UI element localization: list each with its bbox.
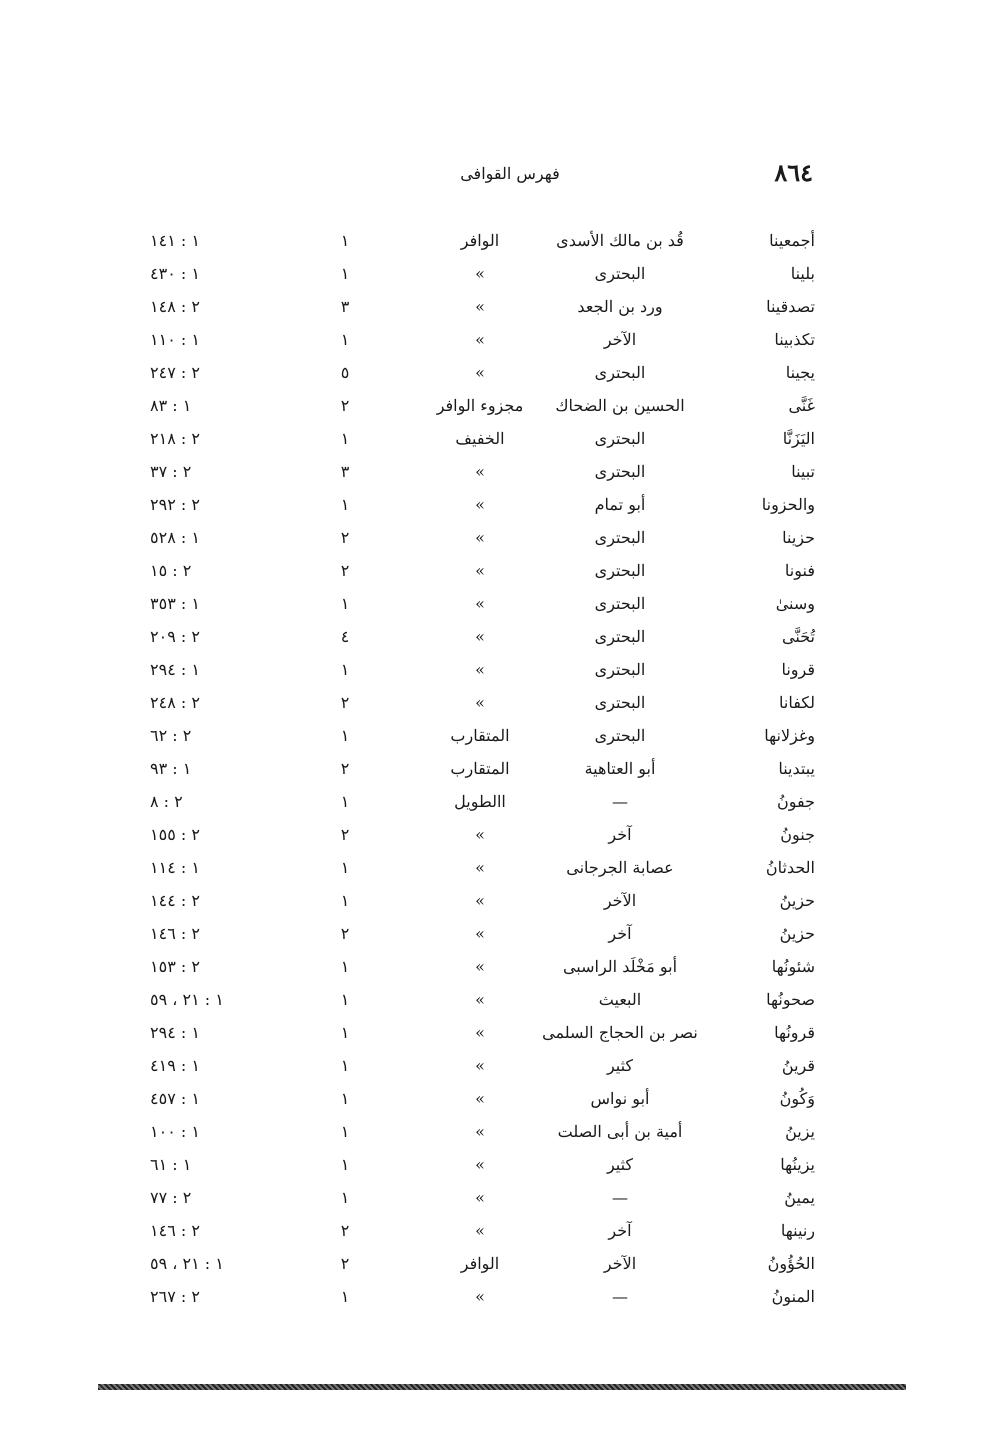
poet-cell: البحترى <box>594 528 646 547</box>
meter-cell: » <box>475 330 485 349</box>
rhyme-cell: تُحَنَّى <box>782 627 815 646</box>
reference-cell: ١ : ٩٣ <box>150 759 192 778</box>
poet-cell: آخر <box>608 924 632 943</box>
poet-cell: أبو تمام <box>594 495 646 514</box>
verse-count-cell: ١ <box>340 1155 350 1174</box>
verse-count-cell: ٣ <box>340 462 350 481</box>
reference-cell: ١ : ١١٠ <box>150 330 200 349</box>
table-row <box>0 620 1005 653</box>
verse-count-cell: ٢ <box>340 693 350 712</box>
verse-count-cell: ٢ <box>340 1254 350 1273</box>
meter-cell: » <box>475 1122 485 1141</box>
poet-cell: البحترى <box>594 660 646 679</box>
poet-cell: عصابة الجرجانى <box>566 858 674 877</box>
table-row <box>0 950 1005 983</box>
table-row <box>0 356 1005 389</box>
table-row <box>0 389 1005 422</box>
running-title: فهرس القوافى <box>460 164 560 183</box>
rhyme-cell: تصدقينا <box>766 297 815 316</box>
rhyme-cell: اليَزَنَّا <box>782 429 815 448</box>
reference-cell: ١ : ١٠٠ <box>150 1122 200 1141</box>
poet-cell: البعيث <box>598 990 642 1009</box>
table-row <box>0 851 1005 884</box>
rhyme-cell: رنينها <box>780 1221 815 1240</box>
meter-cell: » <box>475 858 485 877</box>
rhyme-cell: حزينُ <box>779 891 815 910</box>
rhyme-cell: حزينا <box>782 528 815 547</box>
meter-cell: » <box>475 990 485 1009</box>
reference-cell: ١ : ٢٩٤ <box>150 660 200 679</box>
poet-cell: كثير <box>606 1155 634 1174</box>
poet-cell: آخر <box>608 1221 632 1240</box>
verse-count-cell: ٥ <box>340 363 350 382</box>
table-row <box>0 521 1005 554</box>
table-row <box>0 1082 1005 1115</box>
rhyme-cell: أجمعينا <box>769 231 815 250</box>
table-row <box>0 818 1005 851</box>
rhyme-cell: يمينُ <box>784 1188 815 1207</box>
meter-cell: » <box>475 1155 485 1174</box>
meter-cell: » <box>475 1287 485 1306</box>
reference-cell: ١ : ٢١ ، ٥٩ <box>150 990 224 1009</box>
meter-cell: » <box>475 495 485 514</box>
reference-cell: ٢ : ١٤٨ <box>150 297 200 316</box>
table-row <box>0 290 1005 323</box>
verse-count-cell: ١ <box>340 1287 350 1306</box>
reference-cell: ١ : ١١٤ <box>150 858 200 877</box>
rhyme-cell: تبينا <box>791 462 815 481</box>
poet-cell: البحترى <box>594 627 646 646</box>
poet-cell: البحترى <box>594 363 646 382</box>
poet-cell: — <box>612 792 628 811</box>
verse-count-cell: ٣ <box>340 297 350 316</box>
meter-cell: مجزوء الوافر <box>436 396 524 415</box>
verse-count-cell: ١ <box>340 1023 350 1042</box>
meter-cell: » <box>475 825 485 844</box>
reference-cell: ٢ : ١٤٦ <box>150 1221 200 1240</box>
table-row <box>0 224 1005 257</box>
poet-cell: البحترى <box>594 429 646 448</box>
reference-cell: ١ : ٦١ <box>150 1155 192 1174</box>
verse-count-cell: ٢ <box>340 396 350 415</box>
verse-count-cell: ١ <box>340 957 350 976</box>
table-row <box>0 686 1005 719</box>
rhyme-cell: يزينُ <box>785 1122 815 1141</box>
table-row <box>0 719 1005 752</box>
table-row <box>0 554 1005 587</box>
verse-count-cell: ١ <box>340 660 350 679</box>
meter-cell: » <box>475 627 485 646</box>
rhyme-cell: الحُؤُونُ <box>767 1254 815 1273</box>
rhyme-cell: شئونُها <box>771 957 815 976</box>
meter-cell: » <box>475 363 485 382</box>
rhyme-cell: وسنىٰ <box>775 594 815 613</box>
verse-count-cell: ١ <box>340 792 350 811</box>
verse-count-cell: ١ <box>340 858 350 877</box>
table-row <box>0 1016 1005 1049</box>
table-row <box>0 1214 1005 1247</box>
meter-cell: المتقارب <box>450 726 510 745</box>
reference-cell: ٢ : ٢١٨ <box>150 429 200 448</box>
verse-count-cell: ١ <box>340 1089 350 1108</box>
reference-cell: ١ : ١٤١ <box>150 231 200 250</box>
verse-count-cell: ٢ <box>340 825 350 844</box>
meter-cell: االطويل <box>454 792 506 811</box>
table-row <box>0 1181 1005 1214</box>
table-row <box>0 917 1005 950</box>
reference-cell: ١ : ٤١٩ <box>150 1056 200 1075</box>
rhyme-cell: وغزلانها <box>764 726 815 745</box>
rhyme-cell: يزينُها <box>780 1155 815 1174</box>
rhyme-cell: قرونا <box>781 660 815 679</box>
meter-cell: » <box>475 924 485 943</box>
reference-cell: ٢ : ٦٢ <box>150 726 192 745</box>
meter-cell: » <box>475 1221 485 1240</box>
verse-count-cell: ١ <box>340 891 350 910</box>
poet-cell: نصر بن الحجاج السلمى <box>542 1023 698 1042</box>
verse-count-cell: ٢ <box>340 561 350 580</box>
poet-cell: ورد بن الجعد <box>577 297 663 316</box>
table-row <box>0 488 1005 521</box>
rhyme-cell: يجينا <box>785 363 815 382</box>
verse-count-cell: ١ <box>340 1188 350 1207</box>
rhyme-cell: حزينُ <box>779 924 815 943</box>
rhyme-cell: بلينا <box>790 264 815 283</box>
poet-cell: كثير <box>606 1056 634 1075</box>
reference-cell: ١ : ٨٣ <box>150 396 192 415</box>
poet-cell: آخر <box>608 825 632 844</box>
poet-cell: الآخر <box>603 891 637 910</box>
meter-cell: » <box>475 1023 485 1042</box>
verse-count-cell: ١ <box>340 726 350 745</box>
poet-cell: — <box>612 1188 628 1207</box>
rhyme-cell: الحدثانُ <box>765 858 815 877</box>
poet-cell: البحترى <box>594 594 646 613</box>
verse-count-cell: ١ <box>340 1056 350 1075</box>
reference-cell: ٢ : ٢٤٧ <box>150 363 200 382</box>
reference-cell: ٢ : ٢٦٧ <box>150 1287 200 1306</box>
reference-cell: ١ : ٢٩٤ <box>150 1023 200 1042</box>
rhyme-cell: وَكُونُ <box>779 1089 815 1108</box>
verse-count-cell: ١ <box>340 495 350 514</box>
rhyme-cell: والحزونا <box>761 495 815 514</box>
page-header <box>0 158 1005 198</box>
verse-count-cell: ١ <box>340 1122 350 1141</box>
table-row <box>0 323 1005 356</box>
meter-cell: » <box>475 1089 485 1108</box>
reference-cell: ٢ : ١٤٦ <box>150 924 200 943</box>
reference-cell: ٢ : ٢٤٨ <box>150 693 200 712</box>
reference-cell: ٢ : ٧٧ <box>150 1188 192 1207</box>
rhyme-cell: المنونُ <box>771 1287 815 1306</box>
reference-cell: ٢ : ١٥ <box>150 561 192 580</box>
meter-cell: المتقارب <box>450 759 510 778</box>
table-row <box>0 653 1005 686</box>
meter-cell: الوافر <box>460 1254 500 1273</box>
table-row <box>0 983 1005 1016</box>
verse-count-cell: ٤ <box>340 627 350 646</box>
rhyme-index-table <box>0 224 1005 1313</box>
meter-cell: » <box>475 693 485 712</box>
verse-count-cell: ٢ <box>340 528 350 547</box>
verse-count-cell: ١ <box>340 264 350 283</box>
table-row <box>0 1280 1005 1313</box>
meter-cell: » <box>475 957 485 976</box>
meter-cell: » <box>475 264 485 283</box>
table-row <box>0 455 1005 488</box>
meter-cell: الخفيف <box>455 429 505 448</box>
poet-cell: البحترى <box>594 462 646 481</box>
reference-cell: ٢ : ١٥٣ <box>150 957 200 976</box>
rhyme-cell: لكفانا <box>778 693 815 712</box>
poet-cell: — <box>612 1287 628 1306</box>
table-row <box>0 1115 1005 1148</box>
poet-cell: أبو مَخْلَد الراسبى <box>562 957 678 976</box>
rhyme-cell: يبتدينا <box>778 759 815 778</box>
table-row <box>0 257 1005 290</box>
reference-cell: ٢ : ١٤٤ <box>150 891 200 910</box>
reference-cell: ٢ : ٢٩٢ <box>150 495 200 514</box>
meter-cell: » <box>475 594 485 613</box>
verse-count-cell: ١ <box>340 330 350 349</box>
rhyme-cell: جنونُ <box>780 825 815 844</box>
reference-cell: ١ : ٤٣٠ <box>150 264 200 283</box>
verse-count-cell: ٢ <box>340 1221 350 1240</box>
meter-cell: » <box>475 1188 485 1207</box>
poet-cell: أبو العتاهية <box>584 759 656 778</box>
meter-cell: » <box>475 528 485 547</box>
reference-cell: ٢ : ٣٧ <box>150 462 192 481</box>
rhyme-cell: فنونا <box>784 561 815 580</box>
reference-cell: ١ : ٢١ ، ٥٩ <box>150 1254 224 1273</box>
rhyme-cell: قرينُ <box>781 1056 815 1075</box>
poet-cell: أبو نواس <box>590 1089 650 1108</box>
table-row <box>0 785 1005 818</box>
poet-cell: البحترى <box>594 561 646 580</box>
rhyme-cell: جفونُ <box>777 792 815 811</box>
verse-count-cell: ٢ <box>340 924 350 943</box>
poet-cell: الآخر <box>603 1254 637 1273</box>
reference-cell: ٢ : ٨ <box>150 792 183 811</box>
rhyme-cell: قرونُها <box>774 1023 815 1042</box>
table-row <box>0 587 1005 620</box>
table-row <box>0 752 1005 785</box>
verse-count-cell: ١ <box>340 990 350 1009</box>
verse-count-cell: ١ <box>340 594 350 613</box>
reference-cell: ١ : ٣٥٣ <box>150 594 200 613</box>
poet-cell: البحترى <box>594 264 646 283</box>
reference-cell: ١ : ٤٥٧ <box>150 1089 200 1108</box>
table-row <box>0 1148 1005 1181</box>
rhyme-cell: غَنَّى <box>788 396 815 415</box>
meter-cell: » <box>475 1056 485 1075</box>
reference-cell: ٢ : ١٥٥ <box>150 825 200 844</box>
poet-cell: أمية بن أبى الصلت <box>557 1122 683 1141</box>
meter-cell: » <box>475 660 485 679</box>
poet-cell: الحسين بن الضحاك <box>555 396 685 415</box>
reference-cell: ٢ : ٢٠٩ <box>150 627 200 646</box>
table-row <box>0 884 1005 917</box>
footer-rule <box>98 1384 906 1390</box>
table-row <box>0 422 1005 455</box>
rhyme-cell: تكذبينا <box>774 330 815 349</box>
meter-cell: » <box>475 561 485 580</box>
rhyme-cell: صحونُها <box>766 990 815 1009</box>
poet-cell: البحترى <box>594 693 646 712</box>
verse-count-cell: ٢ <box>340 759 350 778</box>
meter-cell: » <box>475 297 485 316</box>
meter-cell: » <box>475 462 485 481</box>
poet-cell: البحترى <box>594 726 646 745</box>
meter-cell: الوافر <box>460 231 500 250</box>
table-row <box>0 1049 1005 1082</box>
verse-count-cell: ١ <box>340 231 350 250</box>
page-number: ٨٦٤ <box>774 158 813 187</box>
verse-count-cell: ١ <box>340 429 350 448</box>
reference-cell: ١ : ٥٢٨ <box>150 528 200 547</box>
meter-cell: » <box>475 891 485 910</box>
poet-cell: الآخر <box>603 330 637 349</box>
poet-cell: قُد بن مالك الأسدى <box>556 231 684 250</box>
table-row <box>0 1247 1005 1280</box>
